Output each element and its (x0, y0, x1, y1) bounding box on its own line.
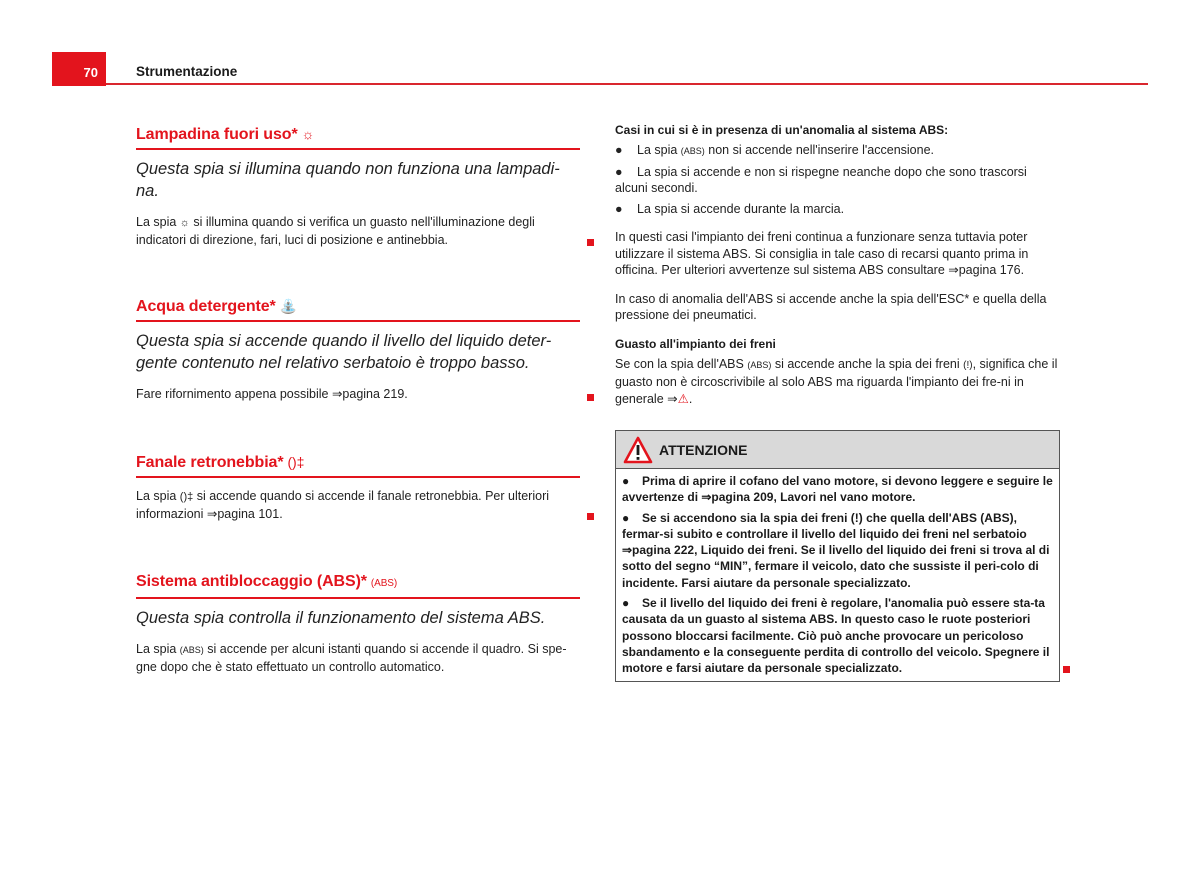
section-bulb-failure (136, 124, 580, 248)
list-item: ● La spia si accende durante la marcia. (615, 201, 845, 216)
section-rear-fog-light (136, 452, 580, 522)
warning-header (616, 431, 1059, 469)
section-title: Fanale retronebbia* ()‡ (136, 452, 580, 478)
right-column (615, 122, 1060, 407)
abs-icon: (ABS) (747, 359, 772, 370)
abs-icon: (ABS) (680, 146, 705, 156)
warning-item: ● Prima di aprire il cofano del vano motore, si devono leggere e seguire le avvertenze di ⇒pagina 209, Lavori nel vano motore. (622, 474, 1053, 505)
list-item: ● La spia si accende e non si rispegne neanche dopo che sono trascorsi alcuni secondi. (615, 164, 1027, 195)
paragraph: Se con la spia dell'ABS (ABS) si accende anche la spia dei freni (!), significa che il guasto non è circoscrivibile al solo ABS ma riguarda l'impianto dei fre-ni in generale ⇒⚠. (615, 356, 1058, 406)
warning-item: ● Se si accendono sia la spia dei freni (!) che quella dell'ABS (ABS), fermar-si subito e controllare il livello del liquido dei freni nel serbatoio ⇒pagina 222, Liquido dei freni. Se il livello del liquido dei freni si trova al di sotto del segno “MIN”, fermare il veicolo, dato che sussiste il peri-colo di incidente. Farsi aiutare da personale specializzato. (622, 510, 1050, 590)
section-title: Sistema antibloccaggio (ABS)* (ABS) (136, 572, 580, 599)
page-number: 70 (83, 65, 98, 80)
section-lead: Questa spia si accende quando il livello del liquido deter-gente contenuto nel relativo serbatoio è troppo basso. (136, 332, 552, 372)
bullet-icon: ● (615, 164, 623, 179)
section-end-marker (1063, 666, 1070, 673)
rear-fog-light-icon: ()‡ (179, 491, 194, 503)
warning-triangle-icon (623, 436, 653, 464)
warning-body (616, 469, 1059, 681)
bullet-icon: ● (622, 474, 630, 488)
section-end-marker (587, 513, 594, 520)
warning-item: ● Se il livello del liquido dei freni è regolare, l'anomalia può essere sta-ta causata da un guasto al sistema ABS. In questo caso le ruote posteriori possono bloccarsi facilmente. Ciò può anche provocare un pericoloso sbandamento e la conseguente perdita di controllo del veicolo. Spegnere il motore e farsi aiutare da personale specializzato. (622, 596, 1050, 676)
section-abs (136, 572, 580, 675)
section-body: La spia (ABS) si accende per alcuni istanti quando si accende il quadro. Si spe-gne dopo che è stato effettuato un controllo automatico. (136, 642, 567, 674)
chapter-title: Strumentazione (136, 64, 238, 79)
rear-fog-light-icon: ()‡ (287, 454, 305, 470)
brake-failure-heading: Guasto all'impianto dei freni (615, 336, 776, 351)
abs-icon: (ABS) (179, 645, 204, 655)
section-body: Fare rifornimento appena possibile ⇒pagina 219. (136, 386, 580, 403)
bullet-icon: ● (615, 143, 623, 157)
warning-title: ATTENZIONE (659, 442, 748, 458)
section-washer-fluid (136, 296, 580, 403)
washer-fluid-icon: ⛲ (279, 298, 298, 314)
section-body: La spia ☼ si illumina quando si verifica un guasto nell'illuminazione degli indicatori di direzione, fari, luci di posizione e antinebbia. (136, 214, 580, 248)
section-lead: Questa spia si illumina quando non funziona una lampadi-na. (136, 160, 560, 200)
brake-warning-icon: (!) (963, 359, 973, 371)
paragraph: In questi casi l'impianto dei freni continua a funzionare senza tuttavia poter utilizzare il sistema ABS. Si consiglia in tale caso di recarsi quanto prima in officina. Per ulteriori avvertenze sul sistema ABS consultare ⇒pagina 176. (615, 230, 1029, 277)
abs-anomaly-heading: Casi in cui si è in presenza di un'anomalia al sistema ABS: (615, 123, 949, 137)
list-item: ● La spia (ABS) non si accende nell'inserire l'accensione. (615, 143, 935, 157)
abs-icon: (ABS) (370, 578, 398, 589)
header-divider (106, 83, 1148, 85)
bulb-warning-icon: ☼ (301, 126, 315, 142)
page-number-box (52, 52, 106, 86)
bullet-icon: ● (615, 201, 623, 216)
section-lead: Questa spia controlla il funzionamento del sistema ABS. (136, 609, 546, 627)
paragraph: In caso di anomalia dell'ABS si accende anche la spia dell'ESC* e quella della pressione dei pneumatici. (615, 291, 1047, 322)
section-body: La spia ()‡ si accende quando si accende il fanale retronebbia. Per ulteriori informazioni ⇒pagina 101. (136, 488, 580, 522)
warning-box (615, 430, 1060, 682)
warning-triangle-icon: ⚠ (677, 391, 689, 406)
bullet-icon: ● (622, 596, 630, 611)
section-title: Lampadina fuori uso* ☼ (136, 124, 580, 150)
section-end-marker (587, 239, 594, 246)
section-title: Acqua detergente* ⛲ (136, 296, 580, 322)
bulb-warning-icon: ☼ (179, 217, 190, 229)
bullet-icon: ● (622, 510, 630, 525)
section-end-marker (587, 394, 594, 401)
